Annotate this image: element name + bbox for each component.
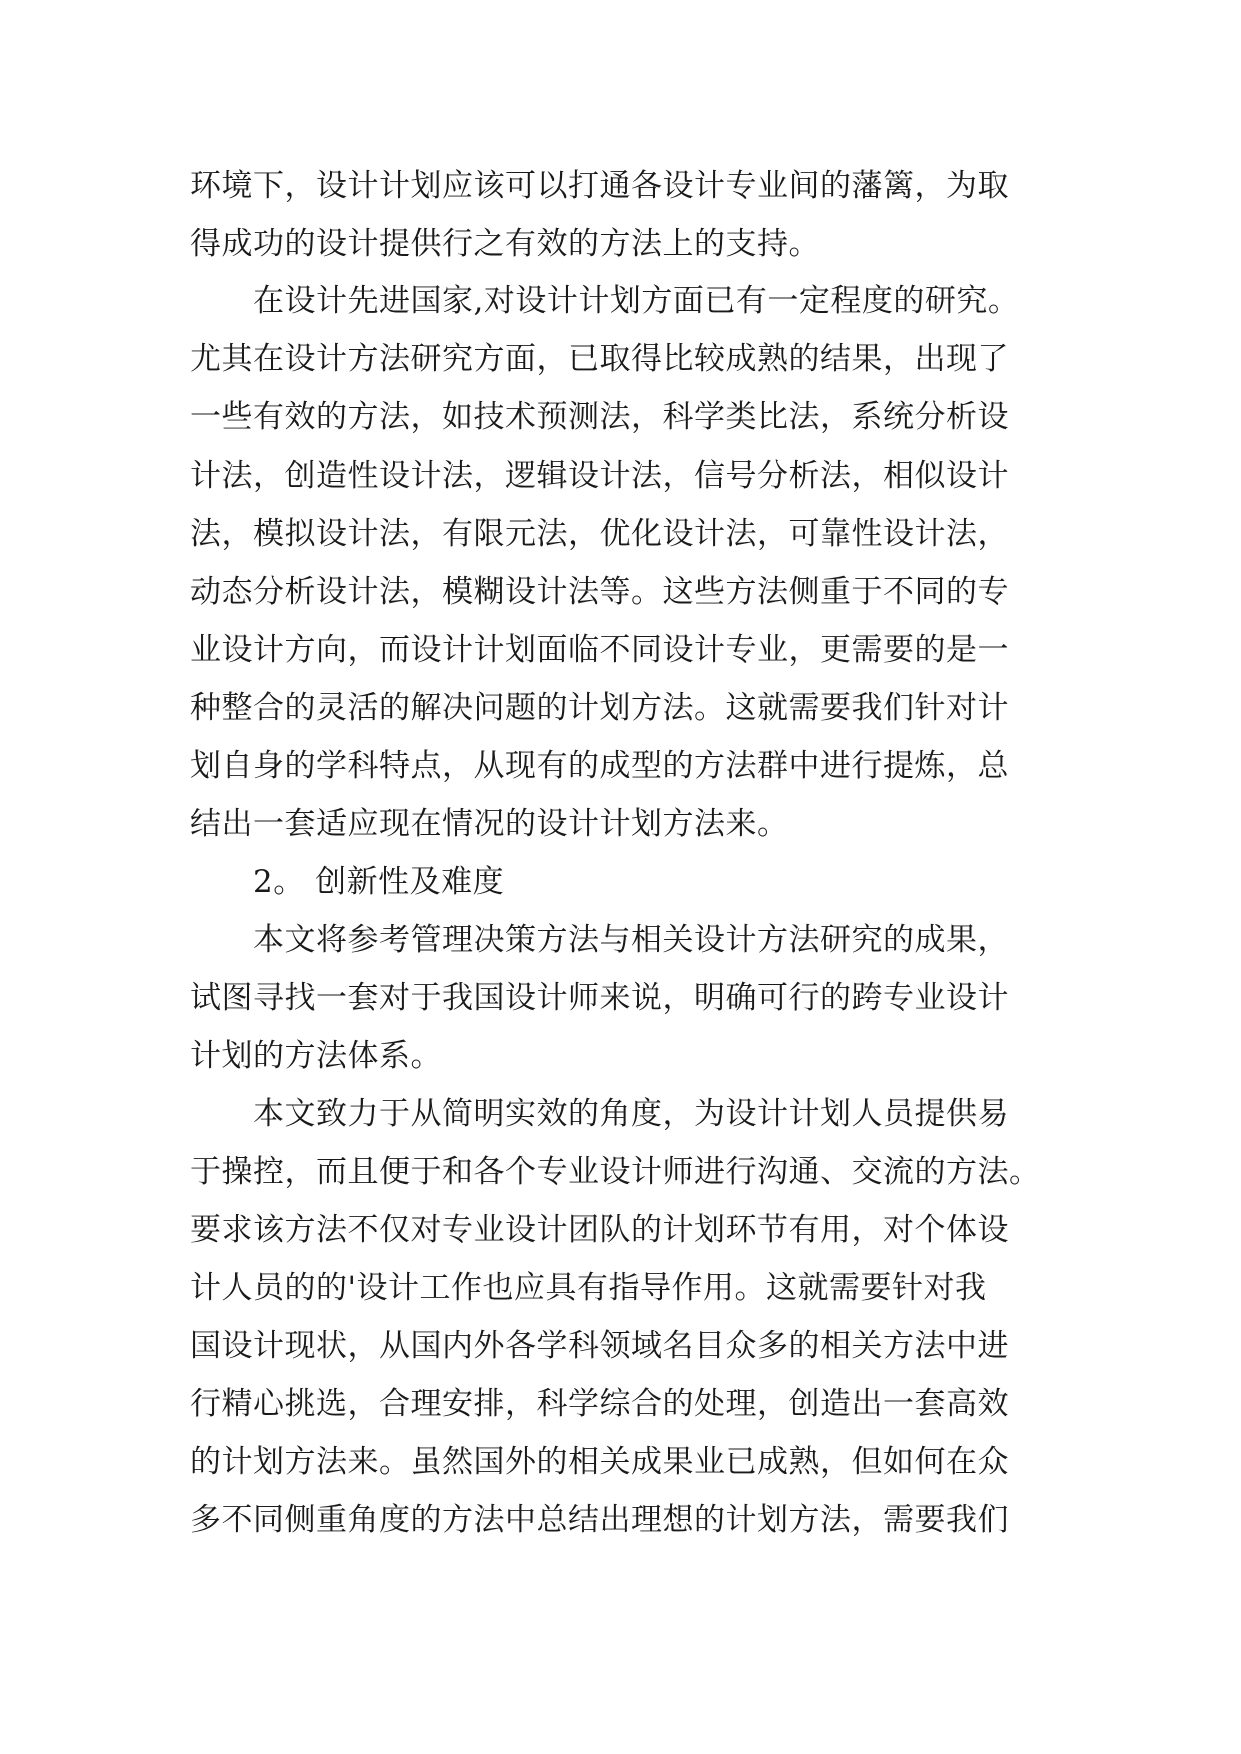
paragraph-start-line: 在设计先进国家,对设计计划方面已有一定程度的研究。: [253, 283, 1020, 319]
text-line: 国设计现状，从国内外各学科领域名目众多的相关方法中进: [190, 1328, 1009, 1364]
text-line: 行精心挑选，合理安排，科学综合的处理，创造出一套高效: [190, 1386, 1009, 1422]
text-line: 的计划方法来。虽然国外的相关成果业已成熟，但如何在众: [190, 1444, 1009, 1480]
text-line: 法，模拟设计法，有限元法，优化设计法，可靠性设计法，: [190, 516, 1009, 552]
text-line: 划自身的学科特点，从现有的成型的方法群中进行提炼，总: [190, 748, 1009, 784]
section-heading: 2。 创新性及难度: [253, 864, 505, 900]
text-line: 业设计方向，而设计计划面临不同设计专业，更需要的是一: [190, 632, 1009, 668]
text-line: 种整合的灵活的解决问题的计划方法。这就需要我们针对计: [190, 690, 1009, 726]
text-line: 得成功的设计提供行之有效的方法上的支持。: [190, 226, 820, 262]
text-line: 试图寻找一套对于我国设计师来说，明确可行的跨专业设计: [190, 980, 1009, 1016]
text-line: 计法，创造性设计法，逻辑设计法，信号分析法，相似设计: [190, 458, 1009, 494]
text-line: 一些有效的方法，如技术预测法，科学类比法，系统分析设: [190, 399, 1009, 435]
text-line: 计划的方法体系。: [190, 1038, 442, 1074]
text-line: 计人员的的'设计工作也应具有指导作用。这就需要针对我: [190, 1270, 987, 1306]
paragraph-start-line: 本文将参考管理决策方法与相关设计方法研究的成果，: [253, 922, 1009, 958]
text-line: 动态分析设计法，模糊设计法等。这些方法侧重于不同的专: [190, 574, 1009, 610]
text-line: 环境下，设计计划应该可以打通各设计专业间的藩篱，为取: [190, 168, 1009, 204]
text-line: 尤其在设计方法研究方面，已取得比较成熟的结果，出现了: [190, 341, 1009, 377]
text-line: 结出一套适应现在情况的设计计划方法来。: [190, 806, 789, 842]
paragraph-start-line: 本文致力于从简明实效的角度，为设计计划人员提供易: [253, 1096, 1009, 1132]
text-line: 于操控，而且便于和各个专业设计师进行沟通、交流的方法。: [190, 1154, 1041, 1190]
text-line: 要求该方法不仅对专业设计团队的计划环节有用，对个体设: [190, 1212, 1009, 1248]
text-line: 多不同侧重角度的方法中总结出理想的计划方法，需要我们: [190, 1502, 1009, 1538]
